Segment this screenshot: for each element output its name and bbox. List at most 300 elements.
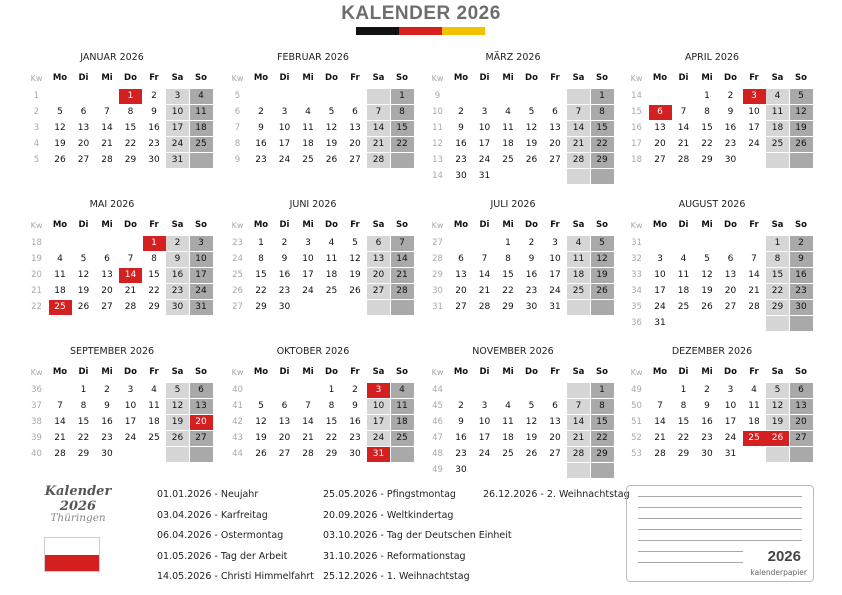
day-cell: 17: [724, 417, 737, 427]
weekday-header: Mi: [302, 220, 314, 230]
day-cell: 11: [567, 252, 590, 267]
kw-header: Kw: [431, 221, 444, 230]
day-cell: 1: [766, 236, 789, 251]
day-cell: 7: [680, 107, 687, 117]
kw-number: 53: [631, 449, 642, 459]
day-cell: 8: [680, 401, 687, 411]
holiday-day: 3: [367, 383, 390, 398]
weekday-header: Mi: [701, 220, 713, 230]
kw-header: Kw: [231, 368, 244, 377]
holiday-item: 25.12.2026 - 1. Weihnachtstag: [323, 571, 470, 582]
day-cell: 23: [166, 284, 189, 299]
day-cell: 16: [148, 123, 160, 133]
day-cell: 7: [567, 399, 590, 414]
weekday-header: Sa: [572, 73, 585, 83]
day-cell: 26: [525, 155, 538, 165]
day-cell: 29: [766, 300, 789, 315]
notes-box: [626, 485, 814, 582]
day-cell: 12: [525, 417, 538, 427]
day-cell: 21: [54, 433, 66, 443]
empty-weekend-cell: [567, 169, 590, 184]
empty-weekend-cell: [391, 153, 414, 168]
day-cell: 10: [478, 417, 491, 427]
holiday-item: 25.05.2026 - Pfingstmontag: [323, 489, 456, 500]
weekday-header: Mo: [652, 220, 668, 230]
day-cell: 2: [458, 401, 464, 411]
day-cell: 22: [255, 286, 267, 296]
day-cell: 4: [680, 254, 687, 264]
kw-number: 49: [432, 465, 443, 475]
weekday-header: Mo: [253, 73, 269, 83]
day-cell: 5: [80, 254, 87, 264]
day-cell: 25: [190, 137, 213, 152]
kw-number: 14: [631, 91, 642, 101]
day-cell: 13: [278, 417, 291, 427]
kw-header: Kw: [630, 368, 643, 377]
weekday-header: Do: [325, 367, 338, 377]
kw-number: 40: [232, 385, 243, 395]
empty-weekend-cell: [766, 153, 789, 168]
day-cell: 7: [657, 401, 663, 411]
day-cell: 1: [80, 385, 87, 395]
day-cell: 5: [790, 89, 813, 104]
day-cell: 10: [654, 270, 666, 280]
day-cell: 18: [325, 270, 338, 280]
day-cell: 29: [124, 155, 137, 165]
day-cell: 19: [325, 139, 338, 149]
weekday-header: Mi: [101, 367, 113, 377]
kw-header: Kw: [630, 221, 643, 230]
weekday-header: So: [596, 73, 608, 83]
day-cell: 16: [525, 270, 538, 280]
day-cell: 12: [525, 123, 538, 133]
day-cell: 17: [478, 139, 491, 149]
weekday-header: Mi: [101, 220, 113, 230]
kw-number: 1: [33, 91, 40, 101]
day-cell: 13: [549, 417, 561, 427]
note-line: [638, 540, 802, 541]
day-cell: 23: [455, 449, 467, 459]
weekday-header: So: [795, 367, 807, 377]
day-cell: 7: [391, 236, 414, 251]
day-cell: 27: [77, 155, 90, 165]
day-cell: 28: [654, 449, 666, 459]
flag-stripe-red: [399, 27, 442, 35]
day-cell: 11: [748, 401, 760, 411]
weekday-header: Di: [479, 220, 490, 230]
day-cell: 3: [481, 107, 488, 117]
kw-number: 33: [631, 270, 642, 280]
day-cell: 31: [190, 300, 213, 315]
day-cell: 21: [302, 433, 314, 443]
day-cell: 23: [278, 286, 291, 296]
weekday-header: Mi: [502, 220, 514, 230]
day-cell: 1: [328, 385, 335, 395]
weekday-header: Mo: [253, 220, 269, 230]
day-cell: 17: [478, 433, 491, 443]
day-cell: 20: [367, 268, 390, 283]
weekday-header: Mo: [52, 220, 68, 230]
day-cell: 18: [677, 286, 690, 296]
kw-number: 47: [432, 433, 443, 443]
day-cell: 15: [148, 270, 160, 280]
day-cell: 31: [478, 171, 491, 181]
day-cell: 31: [166, 153, 189, 168]
day-cell: 24: [654, 302, 666, 312]
note-line: [638, 551, 743, 552]
weekday-header: So: [795, 220, 807, 230]
kw-number: 38: [31, 417, 42, 427]
weekday-header: Fr: [350, 73, 360, 83]
day-cell: 12: [349, 254, 361, 264]
day-cell: 9: [528, 254, 535, 264]
day-cell: 12: [166, 399, 189, 414]
weekday-header: Do: [325, 220, 338, 230]
day-cell: 12: [54, 123, 66, 133]
holiday-day: 14: [119, 268, 142, 283]
holiday-day: 25: [49, 300, 72, 315]
day-cell: 18: [391, 415, 414, 430]
kw-number: 51: [631, 417, 642, 427]
day-cell: 23: [790, 284, 813, 299]
day-cell: 13: [77, 123, 90, 133]
holiday-day: 6: [649, 105, 672, 120]
day-cell: 24: [190, 284, 213, 299]
day-cell: 27: [549, 449, 561, 459]
day-cell: 18: [766, 121, 789, 136]
day-cell: 31: [724, 449, 737, 459]
day-cell: 21: [478, 286, 491, 296]
day-cell: 9: [104, 401, 110, 411]
weekday-header: So: [596, 220, 608, 230]
day-cell: 5: [57, 107, 63, 117]
day-cell: 3: [127, 385, 134, 395]
day-cell: 7: [127, 254, 134, 264]
day-cell: 21: [124, 286, 137, 296]
holiday-item: 26.12.2026 - 2. Weihnachtstag: [483, 489, 630, 500]
weekday-header: Mi: [302, 367, 314, 377]
day-cell: 24: [724, 433, 737, 443]
kw-header: Kw: [231, 74, 244, 83]
day-cell: 27: [367, 284, 390, 299]
day-cell: 25: [766, 137, 789, 152]
day-cell: 29: [502, 302, 514, 312]
kw-number: 35: [631, 302, 642, 312]
weekday-header: Do: [724, 73, 737, 83]
day-cell: 29: [255, 302, 267, 312]
notes-brand: kalenderpapier: [750, 568, 807, 577]
weekday-header: Di: [678, 367, 689, 377]
day-cell: 22: [502, 286, 514, 296]
day-cell: 17: [278, 139, 291, 149]
weekday-header: Mi: [701, 73, 713, 83]
day-cell: 14: [302, 417, 314, 427]
day-cell: 15: [502, 270, 514, 280]
day-cell: 27: [349, 155, 361, 165]
kw-header: Kw: [30, 368, 43, 377]
day-cell: 23: [255, 155, 267, 165]
day-cell: 20: [549, 139, 561, 149]
weekday-header: Fr: [550, 220, 560, 230]
day-cell: 26: [591, 284, 614, 299]
day-cell: 4: [305, 107, 311, 117]
day-cell: 20: [77, 139, 90, 149]
day-cell: 5: [328, 107, 335, 117]
day-cell: 23: [101, 433, 113, 443]
weekday-header: Sa: [171, 73, 184, 83]
day-cell: 13: [190, 399, 213, 414]
day-cell: 24: [748, 139, 760, 149]
day-cell: 13: [724, 270, 737, 280]
day-cell: 28: [54, 449, 66, 459]
empty-weekend-cell: [391, 300, 414, 315]
month-name: JUNI 2026: [289, 199, 337, 210]
day-cell: 10: [190, 252, 213, 267]
day-cell: 30: [349, 449, 361, 459]
day-cell: 25: [677, 302, 690, 312]
weekday-header: Fr: [749, 73, 759, 83]
weekday-header: Di: [479, 367, 490, 377]
empty-weekend-cell: [190, 447, 213, 462]
day-cell: 10: [724, 401, 737, 411]
day-cell: 6: [790, 383, 813, 398]
weekday-header: Do: [124, 73, 137, 83]
empty-weekend-cell: [790, 316, 813, 331]
day-cell: 23: [724, 139, 737, 149]
kw-number: 20: [31, 270, 42, 280]
day-cell: 26: [525, 449, 538, 459]
day-cell: 18: [567, 268, 590, 283]
empty-weekend-cell: [367, 89, 390, 104]
day-cell: 11: [502, 123, 514, 133]
day-cell: 19: [701, 286, 713, 296]
weekday-header: Di: [78, 220, 89, 230]
day-cell: 19: [166, 415, 189, 430]
state-flag-red: [45, 555, 99, 572]
day-cell: 18: [302, 139, 314, 149]
day-cell: 11: [391, 399, 414, 414]
empty-weekend-cell: [790, 447, 813, 462]
day-cell: 26: [349, 286, 361, 296]
kw-number: 39: [31, 433, 42, 443]
day-cell: 28: [677, 155, 690, 165]
empty-weekend-cell: [567, 463, 590, 478]
weekday-header: Do: [124, 220, 137, 230]
day-cell: 17: [549, 270, 561, 280]
day-cell: 9: [727, 107, 734, 117]
day-cell: 8: [127, 107, 134, 117]
day-cell: 26: [701, 302, 713, 312]
day-cell: 5: [704, 254, 710, 264]
day-cell: 26: [790, 137, 813, 152]
day-cell: 21: [391, 268, 414, 283]
day-cell: 11: [54, 270, 66, 280]
weekday-header: Sa: [372, 73, 385, 83]
day-cell: 19: [255, 433, 267, 443]
weekday-header: Do: [525, 367, 538, 377]
holiday-item: 31.10.2026 - Reformationstag: [323, 550, 466, 562]
kw-number: 27: [432, 238, 443, 248]
day-cell: 26: [325, 155, 338, 165]
holiday-item: 20.09.2026 - Weltkindertag: [323, 509, 454, 521]
day-cell: 29: [148, 302, 160, 312]
weekday-header: Sa: [171, 367, 184, 377]
day-cell: 28: [391, 284, 414, 299]
note-line: [638, 518, 802, 519]
holiday-day: 31: [367, 447, 390, 462]
kw-number: 24: [232, 254, 243, 264]
month-name: DEZEMBER 2026: [671, 346, 753, 357]
day-cell: 27: [724, 302, 737, 312]
kw-number: 27: [232, 302, 243, 312]
weekday-header: Fr: [149, 73, 159, 83]
day-cell: 7: [751, 254, 757, 264]
day-cell: 6: [552, 107, 558, 117]
day-cell: 11: [148, 401, 160, 411]
weekday-header: Di: [678, 73, 689, 83]
day-cell: 18: [502, 433, 514, 443]
day-cell: 2: [528, 238, 535, 248]
day-cell: 23: [349, 433, 361, 443]
day-cell: 10: [367, 399, 390, 414]
day-cell: 15: [255, 270, 267, 280]
day-cell: 3: [190, 236, 213, 251]
day-cell: 15: [677, 417, 690, 427]
day-cell: 21: [567, 431, 590, 446]
month-name: APRIL 2026: [684, 52, 740, 63]
kw-number: 26: [232, 286, 243, 296]
month-name: MAI 2026: [89, 199, 135, 210]
kw-number: 50: [631, 401, 642, 411]
day-cell: 8: [591, 105, 614, 120]
day-cell: 16: [101, 417, 113, 427]
day-cell: 22: [325, 433, 338, 443]
kw-header: Kw: [30, 74, 43, 83]
day-cell: 15: [766, 268, 789, 283]
day-cell: 19: [525, 139, 538, 149]
kw-header: Kw: [630, 74, 643, 83]
weekday-header: Sa: [372, 220, 385, 230]
day-cell: 1: [391, 89, 414, 104]
day-cell: 4: [391, 383, 414, 398]
day-cell: 26: [54, 155, 66, 165]
weekday-header: Mo: [652, 367, 668, 377]
kw-number: 12: [432, 139, 443, 149]
holiday-day: 20: [190, 415, 213, 430]
day-cell: 15: [325, 417, 338, 427]
weekday-header: Di: [678, 220, 689, 230]
weekday-header: Mi: [101, 73, 113, 83]
kw-number: 31: [631, 238, 642, 248]
kw-header: Kw: [231, 221, 244, 230]
day-cell: 5: [528, 107, 535, 117]
day-cell: 28: [101, 155, 113, 165]
day-cell: 19: [54, 139, 66, 149]
empty-weekend-cell: [166, 447, 189, 462]
day-cell: 5: [766, 383, 789, 398]
weekday-header: Sa: [771, 367, 784, 377]
weekday-header: Fr: [350, 220, 360, 230]
day-cell: 7: [567, 105, 590, 120]
weekday-header: Fr: [149, 220, 159, 230]
kw-header: Kw: [431, 368, 444, 377]
day-cell: 4: [190, 89, 213, 104]
state-label: Thüringen: [50, 512, 106, 524]
day-cell: 29: [325, 449, 338, 459]
day-cell: 24: [478, 155, 491, 165]
day-cell: 13: [790, 399, 813, 414]
kw-number: 48: [432, 449, 443, 459]
day-cell: 17: [124, 417, 137, 427]
day-cell: 22: [766, 284, 789, 299]
day-cell: 10: [166, 105, 189, 120]
day-cell: 27: [654, 155, 666, 165]
day-cell: 30: [278, 302, 291, 312]
day-cell: 15: [591, 415, 614, 430]
weekday-header: Sa: [771, 73, 784, 83]
kw-number: 8: [234, 139, 241, 149]
kw-number: 43: [232, 433, 243, 443]
weekday-header: Fr: [550, 73, 560, 83]
weekday-header: Fr: [749, 220, 759, 230]
day-cell: 7: [104, 107, 110, 117]
weekday-header: So: [596, 367, 608, 377]
day-cell: 16: [349, 417, 361, 427]
day-cell: 19: [525, 433, 538, 443]
day-cell: 29: [677, 449, 690, 459]
day-cell: 10: [302, 254, 314, 264]
note-line: [638, 529, 802, 530]
day-cell: 27: [190, 431, 213, 446]
kw-number: 2: [33, 107, 40, 117]
day-cell: 15: [391, 121, 414, 136]
day-cell: 14: [654, 417, 666, 427]
day-cell: 27: [278, 449, 291, 459]
holiday-item: 14.05.2026 - Christi Himmelfahrt: [157, 571, 314, 582]
day-cell: 30: [701, 449, 713, 459]
weekday-header: Fr: [350, 367, 360, 377]
kw-number: 6: [234, 107, 241, 117]
day-cell: 14: [391, 252, 414, 267]
kw-number: 19: [31, 254, 42, 264]
weekday-header: Mo: [453, 220, 469, 230]
day-cell: 31: [549, 302, 561, 312]
day-cell: 16: [166, 268, 189, 283]
month-name: MÄRZ 2026: [485, 52, 541, 63]
day-cell: 30: [790, 300, 813, 315]
holiday-item: 01.01.2026 - Neujahr: [157, 489, 259, 500]
day-cell: 3: [727, 385, 734, 395]
day-cell: 5: [528, 401, 535, 411]
empty-weekend-cell: [591, 300, 614, 315]
holiday-day: 25: [743, 431, 766, 446]
day-cell: 8: [704, 107, 710, 117]
day-cell: 3: [305, 238, 311, 248]
day-cell: 16: [701, 417, 713, 427]
kw-number: 13: [432, 155, 443, 165]
holiday-day: 3: [743, 89, 766, 104]
empty-weekend-cell: [766, 316, 789, 331]
day-cell: 11: [766, 105, 789, 120]
day-cell: 12: [701, 270, 713, 280]
day-cell: 14: [101, 123, 113, 133]
day-cell: 27: [790, 431, 813, 446]
weekday-header: Do: [525, 220, 538, 230]
kw-number: 5: [234, 91, 241, 101]
day-cell: 18: [190, 121, 213, 136]
day-cell: 22: [591, 137, 614, 152]
day-cell: 28: [302, 449, 314, 459]
